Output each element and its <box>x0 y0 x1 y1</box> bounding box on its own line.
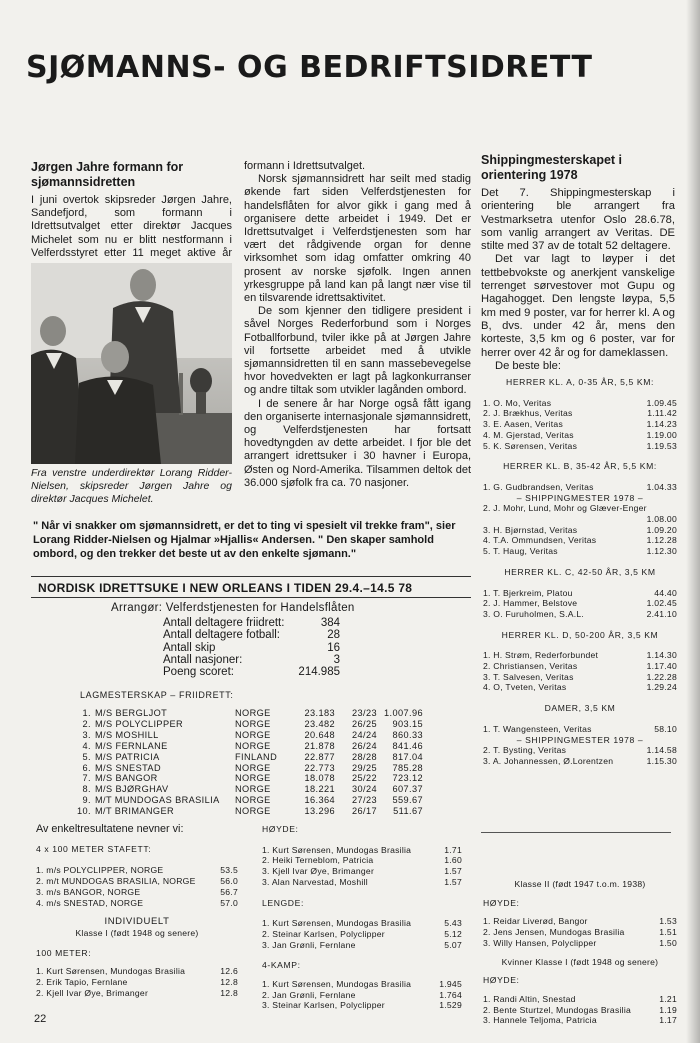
stat-value: 16 <box>327 641 340 654</box>
ship: M/T MUNDOGAS BRASILIA <box>95 795 220 806</box>
result-row <box>483 441 677 452</box>
country: NORGE <box>235 773 271 784</box>
result-value: 12.8 <box>220 987 238 998</box>
section-heading: LENGDE: <box>262 897 304 908</box>
total: 903.15 <box>392 718 423 729</box>
ratio: 23/23 <box>352 708 377 718</box>
section-heading: HØYDE: <box>483 975 520 986</box>
result-name: 2. Erik Tapio, Fernlane <box>36 977 128 988</box>
result-value: 5.12 <box>444 928 462 939</box>
result-value: 1.19 <box>659 1004 677 1015</box>
photo-illustration <box>31 263 232 464</box>
result-value: 1.53 <box>659 916 677 927</box>
result-name: 1. Kurt Sørensen, Mundogas Brasilia <box>262 979 412 990</box>
result-value: 1.50 <box>659 937 677 948</box>
result-value: 1.57 <box>444 866 462 877</box>
result-name: 1. Reidar Liverød, Bangor <box>483 916 588 927</box>
result-row <box>483 938 677 949</box>
result-value: 44.40 <box>654 587 677 598</box>
page-title: SJØMANNS- OG BEDRIFTSIDRETT <box>26 50 593 85</box>
ratio: 24/24 <box>352 729 377 740</box>
result-row <box>262 990 462 1001</box>
ship: M/T BRIMANGER <box>95 806 175 817</box>
section-heading: 4 x 100 METER STAFETT: <box>36 843 152 854</box>
table-row <box>76 752 423 763</box>
result-row <box>483 1015 677 1026</box>
result-value: 12.6 <box>220 966 238 977</box>
result-row <box>483 535 677 546</box>
result-row <box>483 682 677 693</box>
ratio: 26/25 <box>352 718 377 729</box>
stat-label: Antall skip <box>163 641 216 654</box>
result-name: 3. A. Johannessen, Ø.Lorentzen <box>483 755 614 766</box>
rank: 4. <box>82 740 91 751</box>
score: 18.221 <box>304 784 335 795</box>
result-row <box>483 756 677 767</box>
country: NORGE <box>235 708 271 718</box>
rank: 3. <box>82 729 91 740</box>
result-row <box>262 855 462 866</box>
result-row <box>483 1005 677 1016</box>
result-row <box>483 598 677 609</box>
score: 22.877 <box>304 751 335 762</box>
result-name: 3. Willy Hansen, Polyclipper <box>483 937 597 948</box>
ship: M/S FERNLANE <box>95 740 168 751</box>
result-value: 58.10 <box>654 723 677 734</box>
result-value: 1.04.33 <box>646 481 677 492</box>
result-row <box>483 503 677 514</box>
article-paragraph: I juni overtok skipsreder Jørgen Jahre, Sandefjord, som formann i Idrettsutvalget etter direktør Jacques Michelet som nu er blitt nestformann i Velferdsstyret etter 11 meget aktive år <box>31 194 232 259</box>
rank: 7. <box>82 773 91 784</box>
result-row <box>262 918 462 929</box>
result-value: 1.19.53 <box>646 440 677 451</box>
individual-results-middle <box>262 824 462 1011</box>
ratio: 29/25 <box>352 762 377 773</box>
result-value: 1.09.20 <box>646 524 677 535</box>
result-row <box>483 398 677 409</box>
score: 23.482 <box>304 718 335 729</box>
result-name: 4. O, Tveten, Veritas <box>483 682 567 693</box>
stat-value: 384 <box>320 617 340 629</box>
result-value: 1.02.45 <box>646 598 677 609</box>
rank: 10. <box>77 806 91 817</box>
stat-value: 3 <box>333 653 340 666</box>
article-paragraph: I de senere år har Norge også fått igang den organiserte internasjonale sjømannsidrett, og Velferdstjenesten har fortsatt hovedtyngden av dette arbeidet. I fjor ble det arrangert idrettsuker i 30 havner i Europa, Østen og Nord-Amerika. Tilsammen deltok det 36.000 sjøfolk fra ca. 70 nasjoner. <box>244 397 471 489</box>
result-name: 2. J. Brækhus, Veritas <box>483 408 573 419</box>
score: 23.183 <box>304 708 335 718</box>
total: 785.28 <box>392 762 423 773</box>
table-row <box>76 806 423 817</box>
result-value: 1.57 <box>444 876 462 887</box>
result-row <box>483 724 677 735</box>
ship: M/S PATRICIA <box>95 751 160 762</box>
result-row <box>36 966 238 977</box>
result-row <box>483 430 677 441</box>
result-name: 3. H. Bjørnstad, Veritas <box>483 524 578 535</box>
table-row <box>76 730 423 741</box>
result-value: 1.12.30 <box>646 546 677 557</box>
table-row <box>76 763 423 774</box>
total: 1.007.96 <box>384 708 423 718</box>
total: 860.33 <box>392 729 423 740</box>
result-value: 1.22.28 <box>646 671 677 682</box>
section-heading: HERRER KL. D, 50-200 ÅR, 3,5 KM <box>501 629 659 640</box>
section-rule <box>31 576 471 577</box>
article-headline: Jørgen Jahre formann for sjømannsidretten <box>31 160 184 189</box>
result-value: 2.41.10 <box>646 608 677 619</box>
result-row <box>483 650 677 661</box>
result-name: 2. Jens Jensen, Mundogas Brasilia <box>483 927 625 938</box>
champion-label: – SHIPPINGMESTER 1978 – <box>516 734 644 745</box>
result-name: 1. O. Mo, Veritas <box>483 397 552 408</box>
result-value: 1.21 <box>659 993 677 1004</box>
article-headline: Shippingmesterskapet i orientering 1978 <box>481 153 623 182</box>
ship: M/S BANGOR <box>95 773 158 784</box>
country: NORGE <box>235 740 271 751</box>
result-value: 1.09.45 <box>646 397 677 408</box>
article-jahre-intro <box>31 160 232 273</box>
country: NORGE <box>235 806 271 817</box>
result-name: 3. Hannele Teljoma, Patricia <box>483 1015 597 1026</box>
result-row <box>483 672 677 683</box>
result-row <box>483 588 677 599</box>
stat-label: Antall nasjoner: <box>163 653 243 666</box>
result-row <box>483 994 677 1005</box>
ship: M/S BJØRGHAV <box>95 784 169 795</box>
photo-three-men <box>31 263 232 464</box>
section-heading: HØYDE: <box>483 897 520 908</box>
result-name: 4. T.A. Ommundsen, Veritas <box>483 535 597 546</box>
total: 817.04 <box>392 751 423 762</box>
stat-row <box>163 642 340 654</box>
participation-stats <box>163 617 340 678</box>
stat-row <box>163 666 340 678</box>
result-value: 1.29.24 <box>646 682 677 693</box>
total: 559.67 <box>392 795 423 806</box>
result-row <box>483 916 677 927</box>
result-name: 4. m/s SNESTAD, NORGE <box>36 897 144 908</box>
result-value: 5.07 <box>444 939 462 950</box>
result-name: 3. O. Furuholmen, S.A.L. <box>483 608 585 619</box>
result-value: 1.11.42 <box>647 408 677 419</box>
pull-quote: " Når vi snakker om sjømannsidrett, er det to ting vi spesielt vil trekke fram", sier Lorang Ridder-Nielsen og Hjalmar »Hjallis« Andersen. " Den skaper samhold ombord, og den trekker det beste ut av den enkelte sjømann." <box>33 520 456 560</box>
result-row <box>483 609 677 620</box>
page-edge-shadow <box>686 0 700 1043</box>
table-row <box>76 708 423 719</box>
score: 16.364 <box>304 795 335 806</box>
ratio: 25/22 <box>352 773 377 784</box>
arranger-line: Arrangør: Velferdstjenesten for Handelsflåten <box>111 602 355 614</box>
result-name: 2. Jan Grønli, Fernlane <box>262 989 356 1000</box>
result-value: 53.5 <box>220 865 238 876</box>
result-name: 3. m/s BANGOR, NORGE <box>36 886 141 897</box>
result-row <box>262 929 462 940</box>
result-value: 1.15.30 <box>646 755 677 766</box>
total: 723.12 <box>392 773 423 784</box>
result-row <box>262 979 462 990</box>
result-name: 1. H. Strøm, Rederforbundet <box>483 650 599 661</box>
result-value: 1.71 <box>444 844 462 855</box>
result-value: 56.7 <box>220 886 238 897</box>
result-name: 3. Steinar Karlsen, Polyclipper <box>262 1000 385 1011</box>
stat-label: Antall deltagere fotball: <box>163 629 280 642</box>
result-value: 5.43 <box>444 918 462 929</box>
ratio: 27/23 <box>352 795 377 806</box>
section-rule <box>31 597 471 598</box>
result-value: 57.0 <box>220 897 238 908</box>
table-row <box>76 773 423 784</box>
orientering-results <box>483 377 677 767</box>
nordisk-title: NORDISK IDRETTSUKE I NEW ORLEANS I TIDEN 29.4.–14.5 78 <box>38 581 413 595</box>
result-name: 2. m/t MUNDOGAS BRASILIA, NORGE <box>36 876 196 887</box>
result-name: 2. Bente Sturtzel, Mundogas Brasilia <box>483 1004 632 1015</box>
result-name: 5. K. Sørensen, Veritas <box>483 440 578 451</box>
section-heading: 4-KAMP: <box>262 960 301 971</box>
result-row <box>483 514 677 525</box>
total: 841.46 <box>392 740 423 751</box>
page-number: 22 <box>34 1013 47 1025</box>
result-name: 2. J. Mohr, Lund, Mohr og Glæver-Enger <box>483 503 647 514</box>
result-name: 3. Alan Narvestad, Moshill <box>262 876 368 887</box>
result-name: 2. J. Hammer, Belstove <box>483 598 578 609</box>
result-value: 1.60 <box>444 855 462 866</box>
result-name: 2. Christiansen, Veritas <box>483 661 578 672</box>
result-row <box>262 877 462 888</box>
stat-value: 28 <box>327 629 340 642</box>
result-value: 1.17.40 <box>646 661 677 672</box>
section-heading: 100 METER: <box>36 947 92 958</box>
result-row <box>483 745 677 756</box>
result-name: 1. m/s POLYCLIPPER, NORGE <box>36 865 164 876</box>
result-name: 3. E. Aasen, Veritas <box>483 419 564 430</box>
section-heading: DAMER, 3,5 KM <box>544 703 616 714</box>
result-name: 3. Kjell Ivar Øye, Brimanger <box>262 866 375 877</box>
article-paragraph: De beste ble: <box>495 359 561 372</box>
section-rule <box>481 832 671 833</box>
individual-intro: Av enkeltresultatene nevner vi: <box>36 823 184 835</box>
result-row <box>36 988 238 999</box>
total: 511.67 <box>393 806 423 817</box>
result-row <box>483 525 677 536</box>
result-name: 2. Kjell Ivar Øye, Brimanger <box>36 987 149 998</box>
champion-label: – SHIPPINGMESTER 1978 – <box>516 492 644 503</box>
klasse-heading: Kvinner Klasse I (født 1948 og senere) <box>501 956 659 967</box>
result-name: 3. T. Salvesen, Veritas <box>483 671 574 682</box>
result-value: 1.19.00 <box>646 429 677 440</box>
article-jahre-body <box>244 160 471 490</box>
stat-label: Poeng scoret: <box>163 666 234 679</box>
result-name: 1. Kurt Sørensen, Mundogas Brasilia <box>262 844 412 855</box>
rank: 5. <box>82 751 91 762</box>
section-heading: HERRER KL. C, 42-50 ÅR, 3,5 KM <box>504 566 656 577</box>
result-row <box>483 546 677 557</box>
article-orientering <box>481 153 675 373</box>
result-value: 1.764 <box>439 989 462 1000</box>
result-row <box>262 845 462 856</box>
country: NORGE <box>235 718 271 729</box>
section-heading: HERRER KL. A, 0-35 ÅR, 5,5 KM: <box>506 377 654 387</box>
rank: 1. <box>82 708 91 718</box>
result-row <box>36 977 238 988</box>
result-name: 1. G. Gudbrandsen, Veritas <box>483 481 594 492</box>
ratio: 26/24 <box>352 740 377 751</box>
klasse-heading: Klasse II (født 1947 t.o.m. 1938) <box>514 879 646 889</box>
article-paragraph: De som kjenner den tidligere president i såvel Norges Rederforbund som i Norges Fotballforbund, tviler ikke på at Jørgen Jahre vil fortsette arbeidet med å utvikle sjømannsidretten til en sann massebevegelse hvor hovedvekten er lagt på lagkonkurranser og andre tiltak som utvikler lagånden ombord. <box>244 305 471 397</box>
result-name: 2. T. Bysting, Veritas <box>483 745 567 756</box>
result-row <box>262 866 462 877</box>
stat-row <box>163 629 340 641</box>
result-name: 1. T. Bjerkreim, Platou <box>483 587 573 598</box>
table-row <box>76 795 423 806</box>
klasse-heading: Klasse I (født 1948 og senere) <box>75 927 199 938</box>
photo-caption: Fra venstre underdirektør Lorang Ridder-Nielsen, skipsreder Jørgen Jahre og direktør Jacques Michelet. <box>31 467 232 505</box>
score: 21.878 <box>304 740 335 751</box>
table-row <box>76 719 423 730</box>
country: FINLAND <box>235 751 278 762</box>
score: 13.296 <box>304 806 335 817</box>
ship: M/S POLYCLIPPER <box>95 718 184 729</box>
stat-label: Antall deltagere friidrett: <box>163 617 285 629</box>
ratio: 28/28 <box>352 751 377 762</box>
lag-title: LAGMESTERSKAP – FRIIDRETT: <box>80 690 234 700</box>
ratio: 30/24 <box>352 784 377 795</box>
result-name: 4. M. Gjerstad, Veritas <box>483 429 574 440</box>
result-row <box>36 898 238 909</box>
article-paragraph: Det 7. Shippingmesterskap i orientering ble arrangert fra Vestmarksetra utenfor Oslo 28.6.78, som vanlig arrangert av Veritas. DE stilte med 37 av de totalt 52 deltagere. <box>481 187 675 253</box>
result-row <box>36 865 238 876</box>
article-paragraph: Norsk sjømannsidrett har seilt med stadig økende fart siden Velferdstjenesten for handelsflåten for alvor gikk i gang med å organisere dette arbeidet i 1949. Det er Idrettsutvalget i Velferdstjenesten som har vært det rådgivende organ for denne virksomhet som idag omfatter omkring 40 prosent av norske sjøfolk. Ingen annen yrkesgruppe på land kan på langt nær vise til en tilsvarende idrettsaktivitet. <box>244 173 471 305</box>
result-value: 1.14.58 <box>646 745 677 756</box>
stat-value: 214.985 <box>298 666 340 679</box>
ratio: 26/17 <box>352 806 377 817</box>
article-paragraph: formann i Idrettsutvalget. <box>244 160 366 172</box>
result-row <box>483 927 677 938</box>
result-name: 1. Kurt Sørensen, Mundogas Brasilia <box>262 918 412 929</box>
rank: 9. <box>82 795 91 806</box>
result-name: 2. Steinar Karlsen, Polyclipper <box>262 928 385 939</box>
section-heading: HØYDE: <box>262 824 299 834</box>
ship: M/S BERGLJOT <box>95 708 168 718</box>
score: 22.773 <box>304 762 335 773</box>
result-row <box>483 408 677 419</box>
table-row <box>76 784 423 795</box>
result-row <box>36 887 238 898</box>
score: 20.648 <box>304 729 335 740</box>
result-name: 5. T. Haug, Veritas <box>483 546 558 557</box>
stat-row <box>163 654 340 666</box>
result-row <box>262 1000 462 1011</box>
result-name: 1. Kurt Sørensen, Mundogas Brasilia <box>36 966 186 977</box>
country: NORGE <box>235 762 271 773</box>
rank: 2. <box>82 718 91 729</box>
result-row <box>483 661 677 672</box>
result-name: 3. Jan Grønli, Fernlane <box>262 939 356 950</box>
table-row <box>76 741 423 752</box>
result-row <box>483 482 677 493</box>
individuelt-heading: INDIVIDUELT <box>104 916 170 928</box>
result-name: 1. Randi Altin, Snestad <box>483 993 576 1004</box>
ship: M/S SNESTAD <box>95 762 161 773</box>
ship: M/S MOSHILL <box>95 729 159 740</box>
result-value: 1.08.00 <box>646 514 677 525</box>
result-value: 12.8 <box>220 977 238 988</box>
score: 18.078 <box>304 773 335 784</box>
result-row <box>262 940 462 951</box>
individual-results-left <box>36 824 238 998</box>
result-value: 1.529 <box>439 1000 462 1011</box>
rank: 6. <box>82 762 91 773</box>
result-value: 56.0 <box>220 876 238 887</box>
result-value: 1.945 <box>439 979 462 990</box>
country: NORGE <box>235 729 271 740</box>
result-value: 1.12.28 <box>646 535 677 546</box>
result-row <box>483 419 677 430</box>
result-value: 1.17 <box>659 1015 677 1026</box>
klasse2-results <box>483 879 677 1026</box>
result-name: 2. Heiki Terneblom, Patricia <box>262 855 374 866</box>
country: NORGE <box>235 795 271 806</box>
result-value: 1.51 <box>659 927 677 938</box>
rank: 8. <box>82 784 91 795</box>
section-heading: HERRER KL. B, 35-42 ÅR, 5,5 KM: <box>503 461 657 472</box>
lag-table <box>76 708 423 817</box>
article-paragraph: Det var lagt to løyper i det tettbebvokste og anerkjent vanskelige terrenget sørvestover mot Gupu og Hagahogget. Den lengste løypa, 5,5 km med 9 poster, var for herrer kl. A og B, dvs. under 42 år, mens den korteste, 3,5 km og 6 poster, var for herrer over 42 år og for dameklassen. <box>481 253 675 359</box>
stat-row <box>163 617 340 629</box>
result-value: 1.14.30 <box>646 650 677 661</box>
total: 607.37 <box>392 784 423 795</box>
result-row <box>36 876 238 887</box>
result-value: 1.14.23 <box>646 419 677 430</box>
country: NORGE <box>235 784 271 795</box>
result-name: 1. T. Wangensteen, Veritas <box>483 723 592 734</box>
